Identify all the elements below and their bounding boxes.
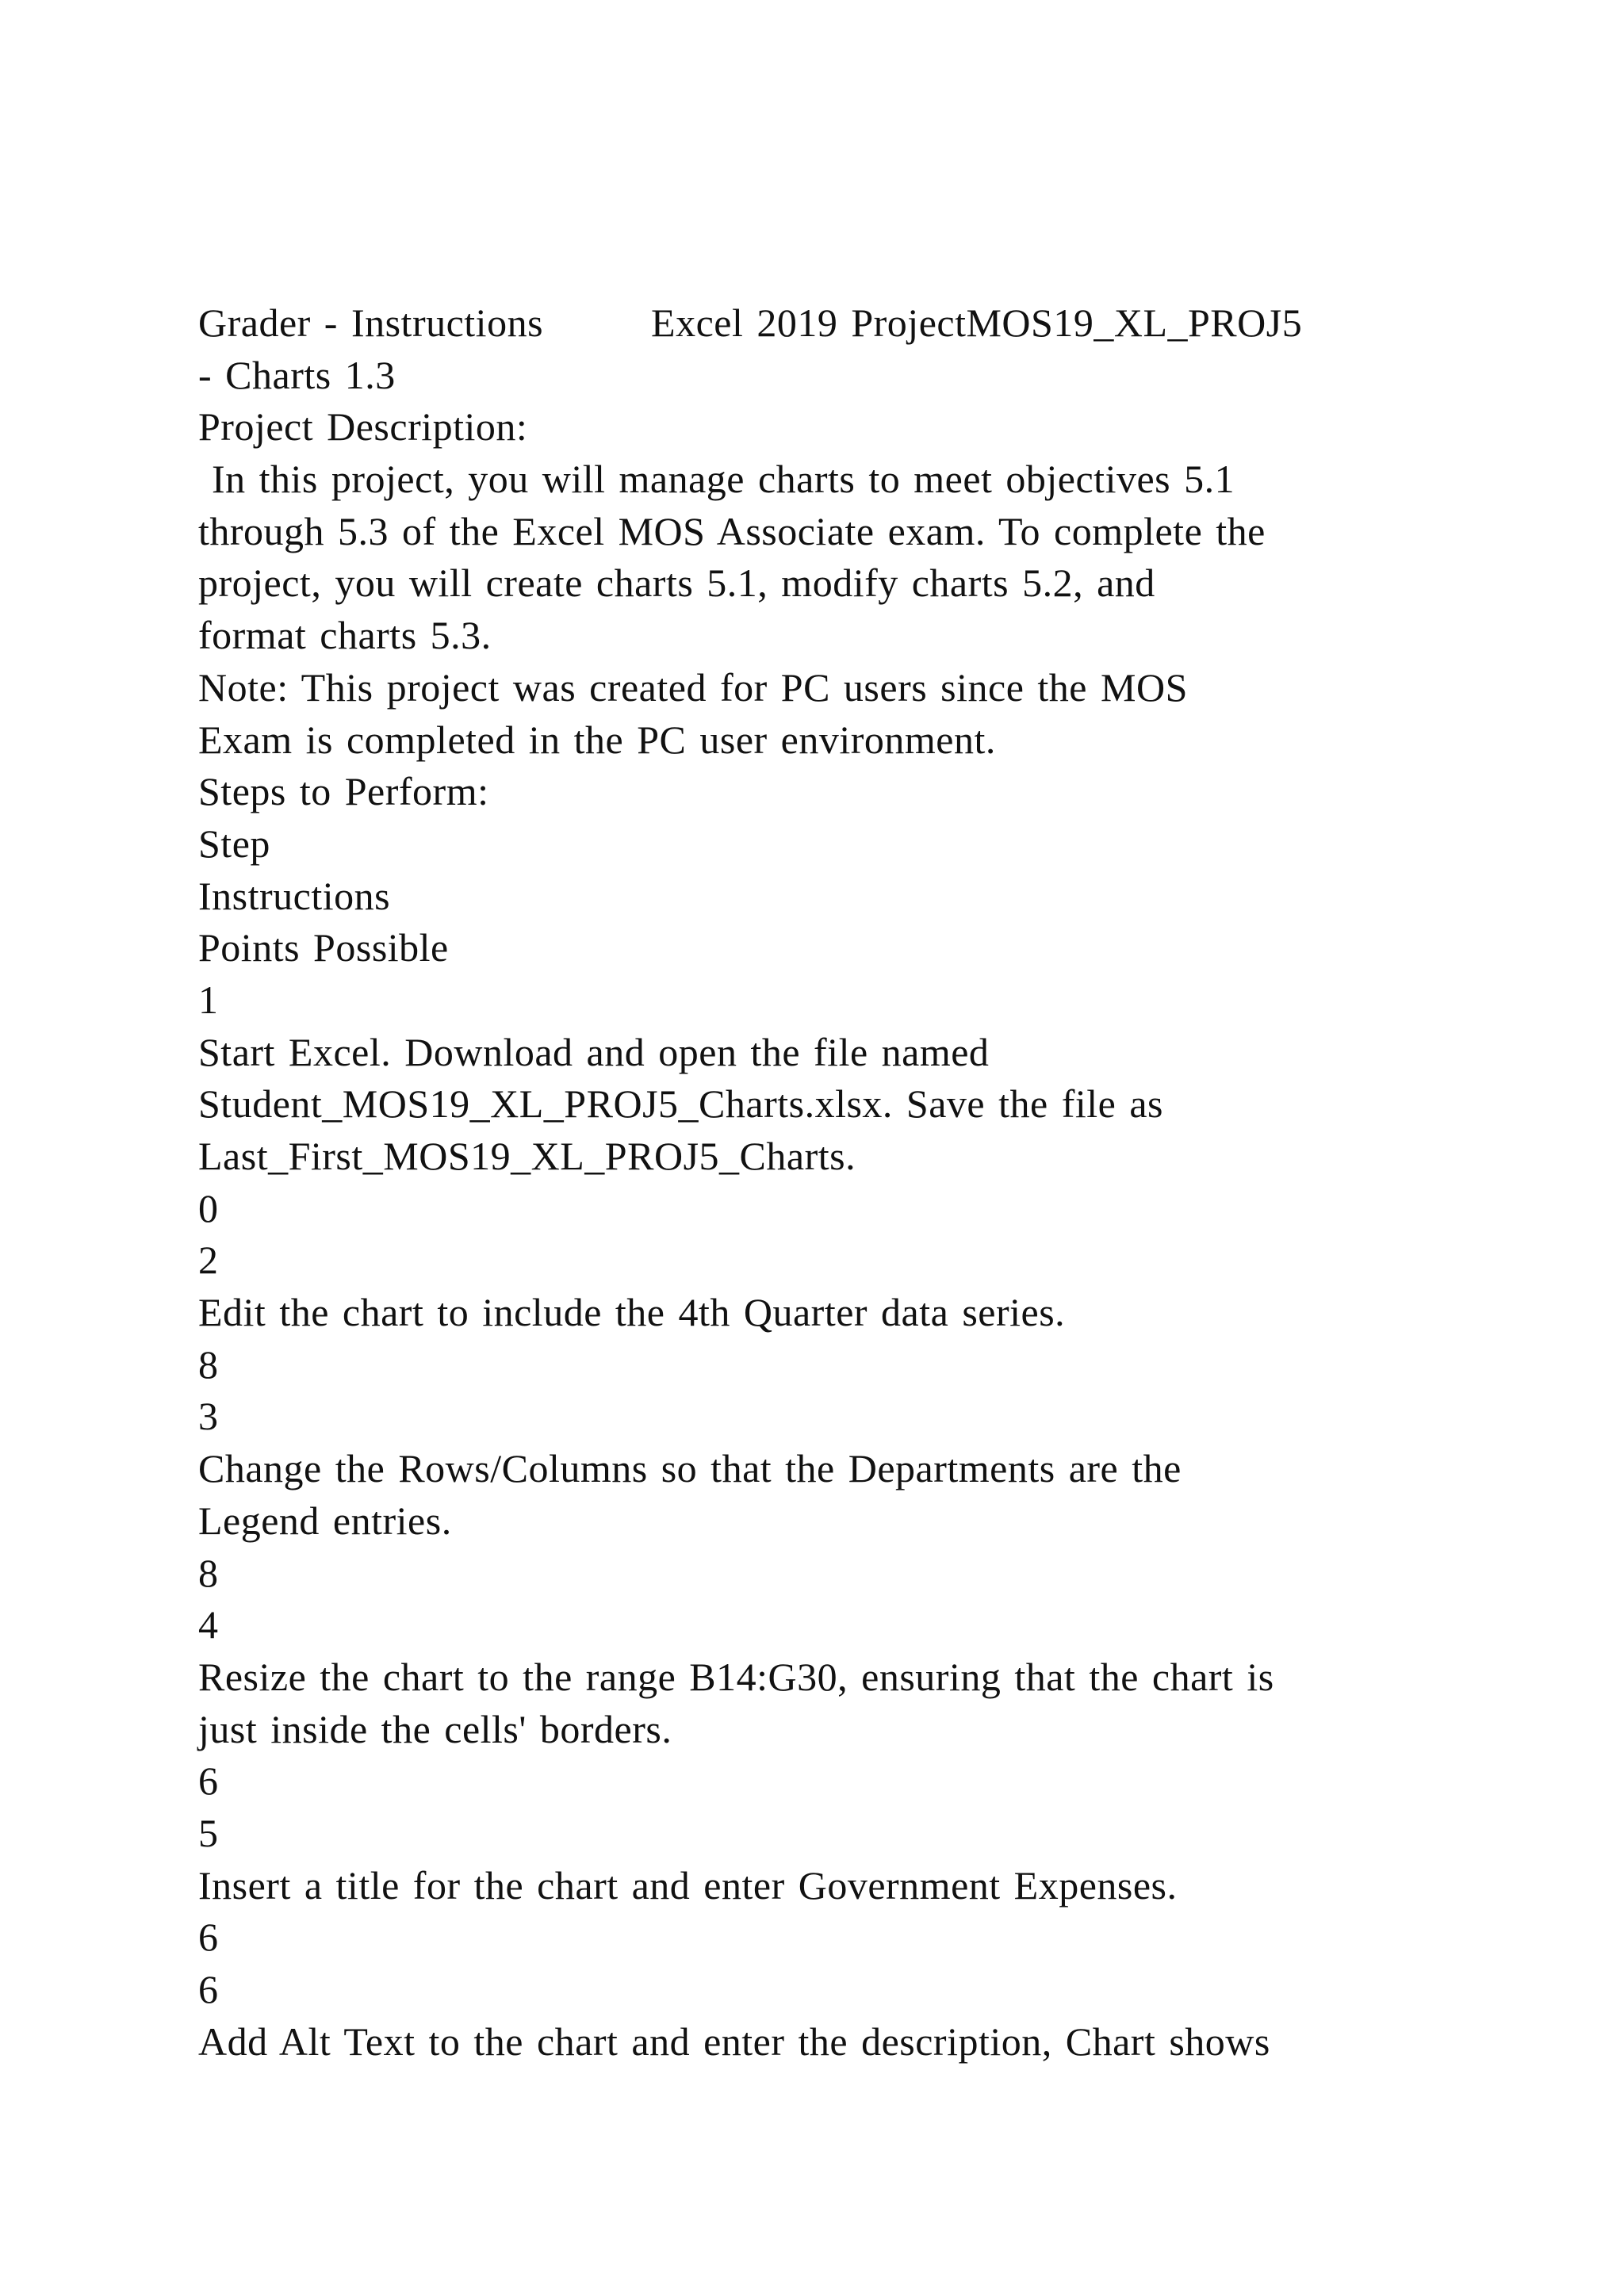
step-instruction-line: Change the Rows/Columns so that the Departments are the <box>198 1446 1182 1491</box>
description-line-1: In this project, you will manage charts to meet objectives 5.1 <box>198 457 1235 502</box>
step-instruction-line: just inside the cells' borders. <box>198 1706 672 1751</box>
step-points: 6 <box>198 1915 219 1960</box>
step-points: 8 <box>198 1341 219 1387</box>
step-number: 2 <box>198 1238 219 1283</box>
note-line-1: Note: This project was created for PC users since the MOS <box>198 664 1188 710</box>
step-number: 6 <box>198 1967 219 2011</box>
column-header-points: Points Possible <box>198 925 449 970</box>
title-line-1: Grader - Instructions Excel 2019 ProjectMOS19_XL_PROJ5 <box>198 300 1303 345</box>
step-instruction-line: Legend entries. <box>198 1498 452 1543</box>
step-points: 0 <box>198 1185 219 1230</box>
step-number: 1 <box>198 977 219 1022</box>
step-instruction-line: Last_First_MOS19_XL_PROJ5_Charts. <box>198 1134 856 1178</box>
step-number: 5 <box>198 1810 219 1855</box>
description-line-4: format charts 5.3. <box>198 613 492 658</box>
project-description-heading: Project Description: <box>198 404 528 450</box>
step-points: 6 <box>198 1758 219 1804</box>
title-line-2: - Charts 1.3 <box>198 352 396 397</box>
note-line-2: Exam is completed in the PC user environment. <box>198 717 996 762</box>
step-instruction-line: Insert a title for the chart and enter Government Expenses. <box>198 1862 1178 1908</box>
description-line-2: through 5.3 of the Excel MOS Associate exam. To complete the <box>198 508 1266 553</box>
step-instruction-line: Resize the chart to the range B14:G30, ensuring that the chart is <box>198 1654 1274 1699</box>
step-number: 3 <box>198 1394 219 1439</box>
step-number: 4 <box>198 1602 219 1647</box>
column-header-instructions: Instructions <box>198 873 391 918</box>
description-line-3: project, you will create charts 5.1, modify charts 5.2, and <box>198 561 1155 606</box>
step-points: 8 <box>198 1550 219 1595</box>
step-instruction-line: Student_MOS19_XL_PROJ5_Charts.xlsx. Save the file as <box>198 1081 1163 1127</box>
steps-heading: Steps to Perform: <box>198 769 489 814</box>
step-instruction-line: Add Alt Text to the chart and enter the description, Chart shows <box>198 2019 1270 2064</box>
document-page <box>198 297 1435 2068</box>
column-header-step: Step <box>198 821 270 866</box>
step-instruction-line: Start Excel. Download and open the file named <box>198 1029 990 1074</box>
step-instruction-line: Edit the chart to include the 4th Quarter data series. <box>198 1290 1066 1335</box>
